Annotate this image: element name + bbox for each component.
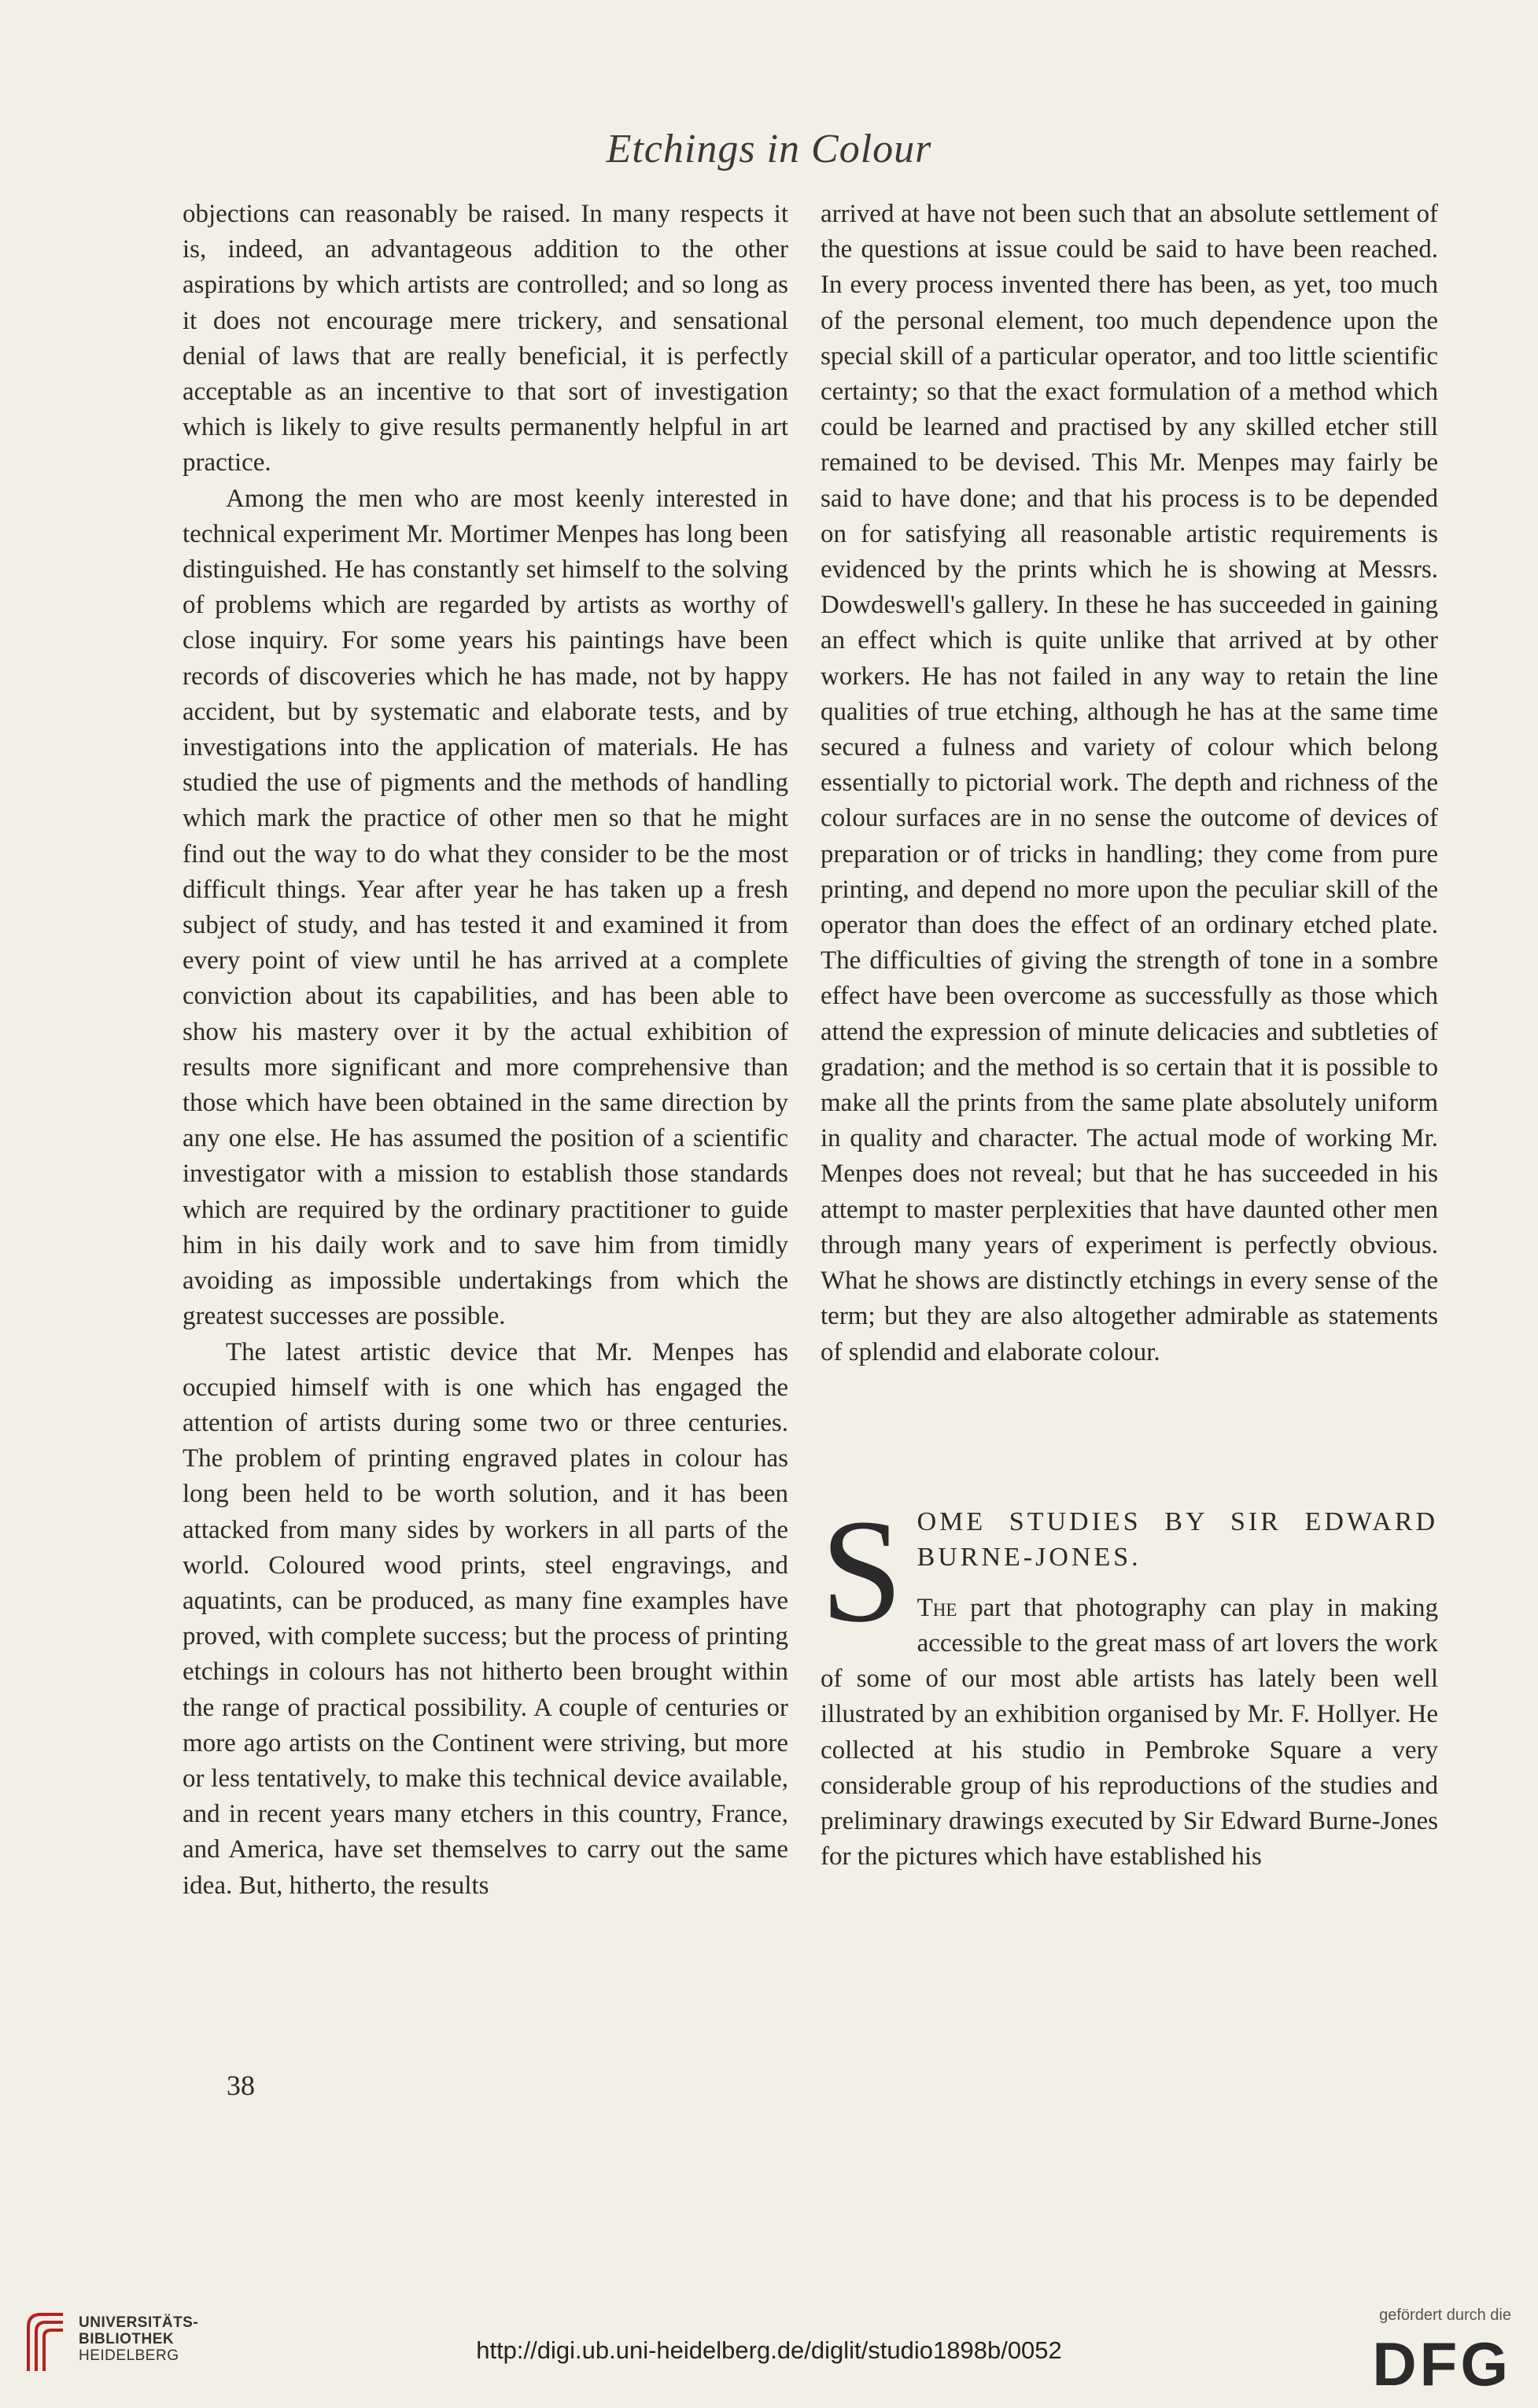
- left-column: [183, 197, 788, 1904]
- page-number: 38: [227, 2070, 255, 2101]
- paragraph: [821, 1591, 1438, 1875]
- paragraph: arrived at have not been such that an absolute settlement of the questions at issue could be said to have been reached. In every process invented there has been, as yet, too much of the personal element, too much dependence upon the special skill of a particular operator, and too little scientific certainty; so that the exact formulation of a method which could be learned and practised by any skilled etcher still remained to be devised. This Mr. Menpes may fairly be said to have done; and that his process is to be depended on for satisfying all reasonable artistic requirements is evidenced by the prints which he is showing at Messrs. Dowdeswell's gallery. In these he has succeeded in gaining an effect which is quite unlike that arrived at by other workers. He has not failed in any way to retain the line qualities of true etching, although he has at the same time secured a fulness and variety of colour which belong essentially to pictorial work. The depth and richness of the colour surfaces are in no sense the outcome of devices of preparation or of tricks in handling; they come from pure printing, and depend no more upon the peculiar skill of the operator than does the effect of an ordinary etched plate. The difficulties of giving the strength of tone in a sombre effect have been overcome as successfully as those which attend the expression of minute delicacies and subtleties of gradation; and the method is so certain that it is possible to make all the prints from the same plate absolutely uniform in quality and character. The actual mode of working Mr. Menpes does not reveal; but that he has succeeded in his attempt to master perplexities that have daunted other men through many years of experiment is perfectly obvious. What he shows are distinctly etchings in every sense of the term; but they are also altogether admirable as statements of splendid and elaborate colour.: [821, 200, 1438, 1366]
- drop-cap: S: [821, 1488, 903, 1653]
- library-name-line: BIBLIOTHEK: [79, 2331, 175, 2347]
- dfg-logo: DFG: [1372, 2329, 1511, 2399]
- lead-word: The: [917, 1593, 957, 1622]
- library-name-line: HEIDELBERG: [79, 2347, 179, 2364]
- running-header-title: Etchings in Colour: [606, 127, 932, 171]
- article-section: [821, 1488, 1438, 1875]
- paragraph: Among the men who are most keenly interested in technical experiment Mr. Mortimer Menpes has long been distinguished. He has constantly set himself to the solving of problems which are regarded by artists as worthy of close inquiry. For some years his paintings have been records of discoveries which he has made, not by happy accident, but by systematic and elaborate tests, and by investigations into the application of materials. He has studied the use of pigments and the methods of handling which mark the practice of other men so that he might find out the way to do what they consider to be the most difficult things. Year after year he has taken up a fresh subject of study, and has tested it and examined it from every point of view until he has arrived at a complete conviction about its capabilities, and has been able to show his mastery over it by the actual exhibition of results more significant and more comprehensive than those which have been obtained in the same direction by any one else. He has assumed the position of a scientific investigator with a mission to establish those standards which are required by the ordinary practitioner to guide him in his daily work and to save him from timidly avoiding as impossible undertakings from which the greatest successes are possible.: [183, 484, 788, 1331]
- paragraph: The latest artistic device that Mr. Menpes has occupied himself with is one which has engaged the attention of artists during some two or three centuries. The problem of printing engraved plates in colour has long been held to be worth solution, and it has been attacked from many sides by workers in all parts of the world. Coloured wood prints, steel engravings, and aquatints, can be produced, as many fine examples have proved, with complete success; but the process of printing etchings in colours has not hitherto been brought within the range of practical possibility. A couple of centuries or more ago artists on the Continent were striving, but more or less tentatively, to make this technical device available, and in recent years many etchers in this country, France, and America, have set themselves to carry out the same idea. But, hitherto, the results: [183, 1337, 788, 1900]
- paragraph: objections can reasonably be raised. In many respects it is, indeed, an advantageous addition to the other aspirations by which artists are controlled; and so long as it does not encourage mere trickery, and sensational denial of laws that are really beneficial, it is perfectly acceptable as an incentive to that sort of investigation which is likely to give results permanently helpful in art practice.: [183, 200, 788, 478]
- library-name-line: UNIVERSITÄTS-: [79, 2314, 199, 2331]
- paragraph-body: part that photography can play in making accessible to the great mass of art lovers the work of some of our most able artists has lately been well illustrated by an exhibition organised by Mr. F. Hollyer. He collected at his studio in Pembroke Square a very considerable group of his reproductions of the studies and preliminary drawings executed by Sir Edward Burne-Jones for the pictures which have established his: [821, 1593, 1438, 1871]
- digitization-footer: [0, 2281, 1538, 2408]
- funding-note: gefördert durch die: [1379, 2307, 1511, 2324]
- section-heading: OME STUDIES BY SIR EDWARD BURNE-JONES.: [917, 1506, 1438, 1572]
- right-column: [821, 197, 1438, 1875]
- source-url-link[interactable]: http://digi.ub.uni-heidelberg.de/diglit/studio1898b/0052: [476, 2336, 1062, 2364]
